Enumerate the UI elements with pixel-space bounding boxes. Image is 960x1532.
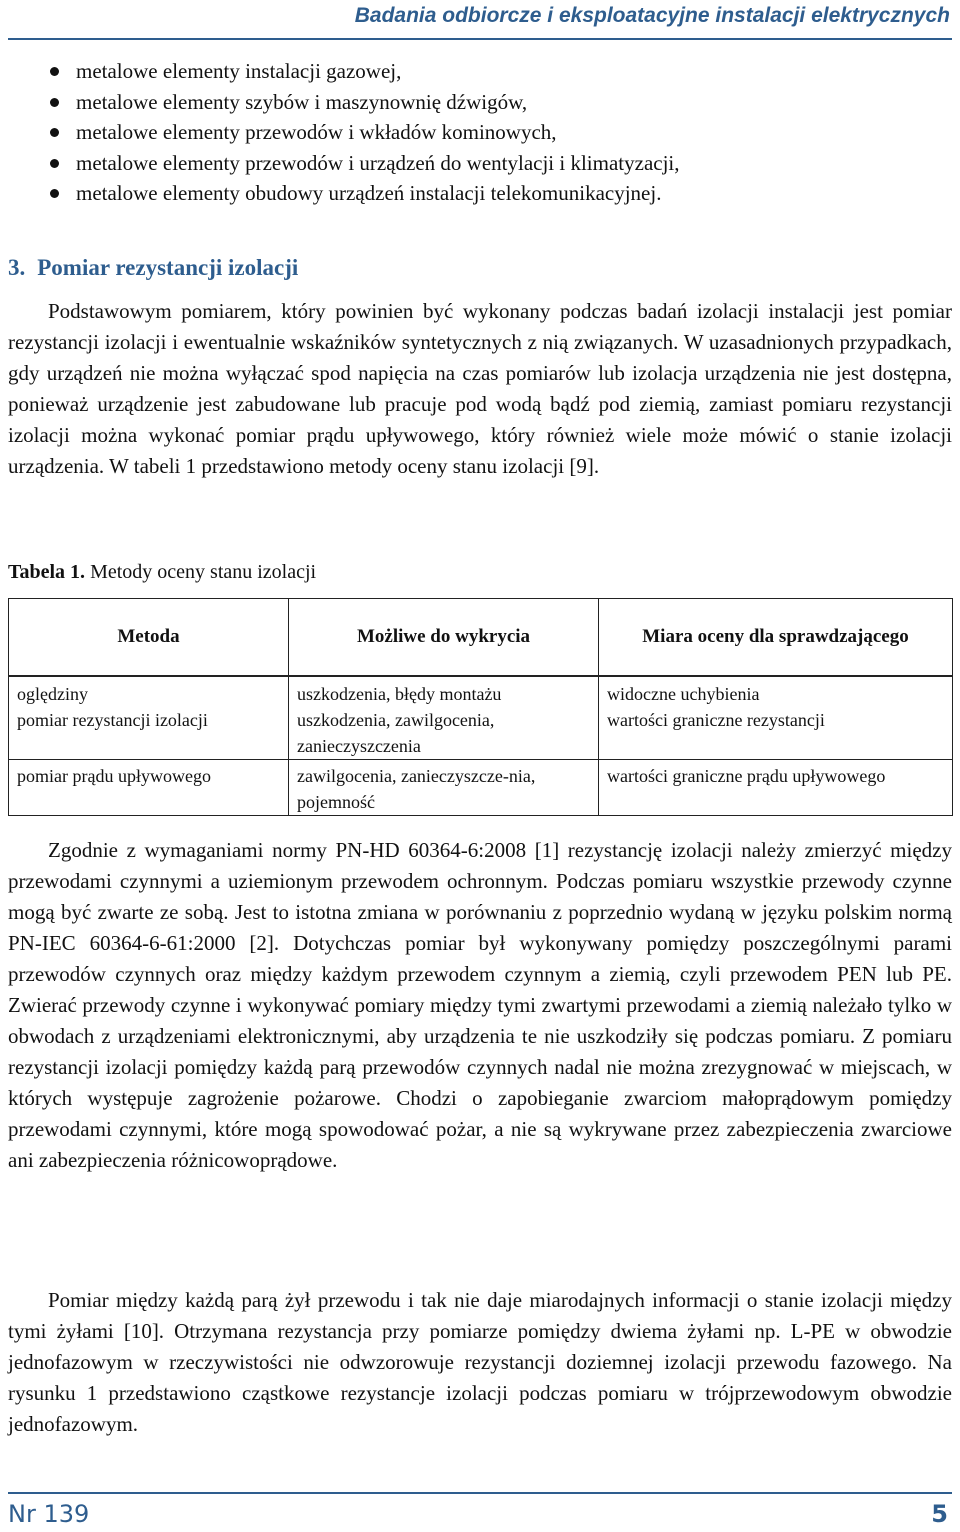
page-number: 5 (931, 1500, 948, 1528)
table-row (9, 676, 953, 707)
section-number: 3. (8, 255, 26, 280)
table-cell: widoczne uchybienia (599, 676, 953, 707)
column-header-detectable: Możliwe do wykrycia (289, 599, 599, 677)
table-cell: zawilgocenia, zanieczyszcze-nia, pojemność (289, 760, 599, 816)
table-cell: wartości graniczne prądu upływowego (599, 760, 953, 816)
list-item: metalowe elementy przewodów i wkładów kominowych, (46, 117, 680, 148)
table-row (9, 707, 953, 760)
list-item: metalowe elementy obudowy urządzeń instalacji telekomunikacyjnej. (46, 178, 680, 209)
bullet-icon (50, 189, 59, 198)
table-caption-label: Tabela 1. (8, 561, 86, 583)
section-title-text: Pomiar rezystancji izolacji (37, 255, 299, 280)
column-header-measure: Miara oceny dla sprawdzającego (599, 599, 953, 677)
table-cell: pomiar rezystancji izolacji (9, 707, 289, 760)
list-item: metalowe elementy instalacji gazowej, (46, 56, 680, 87)
table-cell: pomiar prądu upływowego (9, 760, 289, 816)
running-header (8, 0, 952, 40)
table-caption (8, 561, 316, 584)
page-footer (8, 1492, 952, 1532)
table-cell: oględziny (9, 676, 289, 707)
table-cell: uszkodzenia, błędy montażu (289, 676, 599, 707)
list-item: metalowe elementy szybów i maszynownię dźwigów, (46, 87, 680, 118)
table-cell: uszkodzenia, zawilgocenia, zanieczyszczenia (289, 707, 599, 760)
table-header-row (9, 599, 953, 677)
issue-number: Nr 139 (8, 1500, 90, 1528)
paragraph-intro: Podstawowym pomiarem, który powinien być wykonany podczas badań izolacji instalacji jest pomiar rezystancji izolacji i ewentualnie wskaźników syntetycznych z nią związanych. W uzasadnionych przypadkach, gdy urządzeń nie można wyłączać spod napięcia na czas pomiarów lub izolacja urządzenia nie jest dostępna, ponieważ urządzenie jest zabudowane lub pracuje pod wodą bądź pod ziemią, zamiast pomiaru rezystancji izolacji można wykonać pomiar prądu upływowego, który również wiele może mówić o stanie izolacji urządzenia. W tabeli 1 przedstawiono metody oceny stanu izolacji [9]. (8, 299, 952, 478)
section-heading (8, 255, 298, 281)
table-row (9, 760, 953, 816)
list-item: metalowe elementy przewodów i urządzeń do wentylacji i klimatyzacji, (46, 148, 680, 179)
bullet-icon (50, 159, 59, 168)
table-caption-text: Metody oceny stanu izolacji (90, 561, 317, 583)
bullet-icon (50, 67, 59, 76)
bullet-list (46, 56, 680, 209)
table-cell: wartości graniczne rezystancji (599, 707, 953, 760)
column-header-method: Metoda (9, 599, 289, 677)
methods-table (8, 598, 953, 816)
running-header-title: Badania odbiorcze i eksploatacyjne instalacji elektrycznych (354, 4, 950, 27)
bullet-icon (50, 98, 59, 107)
bullet-icon (50, 128, 59, 137)
paragraph-conductors: Pomiar między każdą parą żył przewodu i tak nie daje miarodajnych informacji o stanie izolacji między tymi żyłami [10]. Otrzymana rezystancja przy pomiarze pomiędzy dwiema żyłami np. L-PE w obwodzie jednofazowym w rzeczywistości nie odwzorowuje rezystancji doziemnej izolacji przewodu fazowego. Na rysunku 1 przedstawiono cząstkowe rezystancje izolacji podczas pomiaru w trójprzewodowym obwodzie jednofazowym. (8, 1288, 952, 1436)
paragraph-standard: Zgodnie z wymaganiami normy PN-HD 60364-6:2008 [1] rezystancję izolacji należy zmierzyć między przewodami czynnymi a uziemionym przewodem ochronnym. Podczas pomiaru wszystkie przewody czynne mogą być zwarte ze sobą. Jest to istotna zmiana w porównaniu z poprzednio wydaną w języku polskim normą PN-IEC 60364-6-61:2000 [2]. Dotychczas pomiar był wykonywany pomiędzy poszczególnymi parami przewodów czynnych oraz między każdym przewodem czynnym a ziemią, czyli przewodem PEN lub PE. Zwierać przewody czynne i wykonywać pomiary między tymi zwartymi przewodami a ziemią należało tylko w obwodach z urządzeniami elektronicznymi, aby urządzenia te nie uszkodziły się podczas pomiaru. Z pomiaru rezystancji izolacji pomiędzy każdą parą przewodów czynnych nadal nie można zrezygnować w miejscach, w których występuje zagrożenie pożarowe. Chodzi o zapobieganie zwarciom małoprądowym pomiędzy przewodami czynnymi, które mogą spowodować pożar, a nie są wykrywane przez zabezpieczenia zwarciowe ani zabezpieczenia różnicowoprądowe. (8, 838, 952, 1172)
